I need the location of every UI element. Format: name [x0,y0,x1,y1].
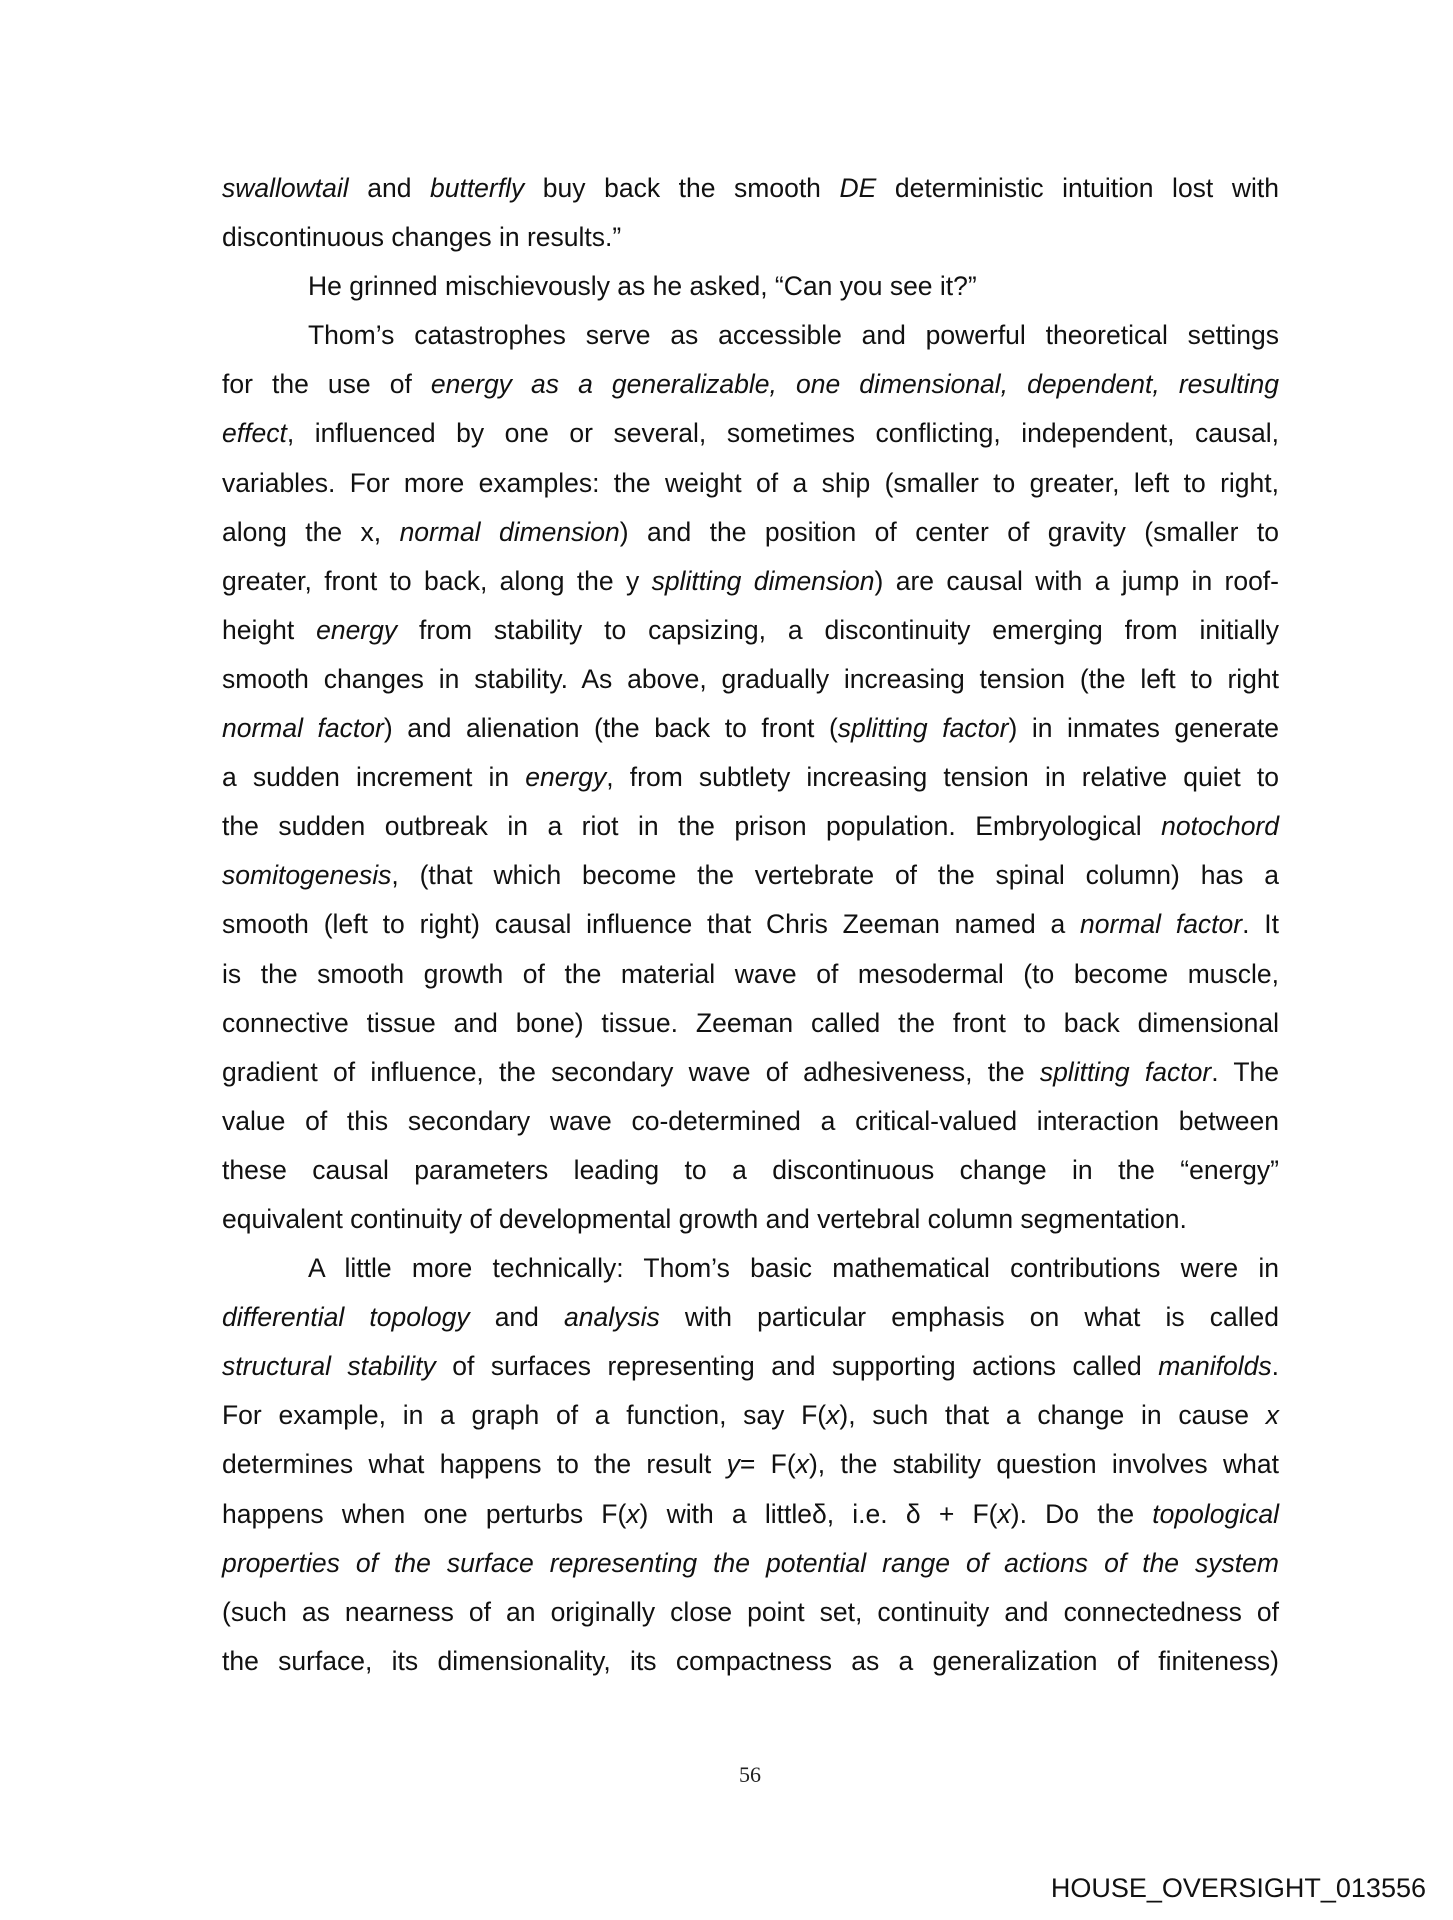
italic-text: normal factor [1080,909,1243,940]
italic-text: x [626,1498,640,1529]
text-line [222,659,1279,708]
italic-text: properties of the surface representing the potential range of actions of the system [222,1547,1279,1578]
page-number: 56 [739,1762,761,1787]
text-run: buy back the smooth [524,173,840,203]
text-run: deterministic intuition lost with [876,173,1279,203]
text-line [222,708,1279,757]
italic-text: energy as a generalizable, one dimensional, dependent, resulting [430,369,1279,400]
bates-stamp: HOUSE_OVERSIGHT_013556 [1050,1873,1426,1903]
italic-text: splitting factor [837,713,1009,744]
text-run: ). Do the [1010,1498,1153,1529]
text-line [222,1297,1279,1346]
text-run: ), such that a change in cause [839,1400,1266,1431]
text-run: smooth changes in stability. As above, gradually increasing tension (the left to right [222,663,1279,694]
italic-text: DE [839,173,877,203]
text-line [222,1248,1279,1297]
text-run: ) and alienation (the back to front ( [383,713,838,744]
text-run: . It [1242,909,1279,940]
text-run: the sudden outbreak in a riot in the prison population. Embryological [222,811,1162,842]
text-run: happens when one perturbs F( [222,1498,627,1529]
italic-text: energy [525,762,607,793]
text-line [222,217,1279,266]
text-line [222,1150,1279,1199]
text-line [222,1494,1279,1543]
italic-text: structural stability [222,1351,436,1382]
text-line [222,610,1279,659]
text-line [222,413,1279,462]
text-line [222,1003,1279,1052]
italic-text: butterfly [429,173,525,203]
text-run: = F( [739,1449,796,1480]
text-run: ) in inmates generate [1008,713,1279,744]
text-line [222,806,1279,855]
text-line [222,904,1279,953]
italic-text: splitting dimension [651,565,875,596]
text-line [222,954,1279,1003]
text-line [222,266,1279,315]
text-line [222,168,1279,217]
italic-text: normal factor [222,713,384,744]
text-run: the surface, its dimensionality, its compactness as a generalization of finiteness) [222,1645,1279,1676]
text-run: a sudden increment in [222,762,526,793]
text-run: discontinuous changes in results.” [222,222,622,253]
text-run: , influenced by one or several, sometimes conflicting, independent, causal, [286,418,1279,449]
text-run: Thom’s catastrophes serve as accessible and powerful theoretical settings [308,320,1279,351]
text-run: He grinned mischievously as he asked, “Can you see it?” [308,271,977,302]
italic-text: effect [222,418,287,449]
italic-text: energy [316,614,398,645]
text-run: , (that which become the vertebrate of the spinal column) has a [391,860,1279,891]
text-line [222,1592,1279,1641]
italic-text: topological [1152,1498,1279,1529]
text-run: along the x, [222,516,400,547]
text-run: equivalent continuity of developmental growth and vertebral column segmentation. [222,1203,1187,1234]
text-run: ), the stability question involves what [808,1449,1279,1480]
text-run: , from subtlety increasing tension in relative quiet to [606,762,1280,793]
italic-text: manifolds [1158,1351,1272,1382]
text-run: connective tissue and bone) tissue. Zeeman called the front to back dimensional [222,1007,1279,1038]
text-run: smooth (left to right) causal influence that Chris Zeeman named a [222,909,1081,940]
text-line [222,1052,1279,1101]
text-line [222,463,1279,512]
text-line [222,512,1279,561]
text-run: (such as nearness of an originally close point set, continuity and connectedness of [222,1596,1279,1627]
body-text [222,168,1279,1690]
italic-text: normal dimension [399,516,620,547]
text-line [222,364,1279,413]
text-line [222,315,1279,364]
text-line [222,1543,1279,1592]
text-run: greater, front to back, along the y [222,565,652,596]
text-line [222,1346,1279,1395]
text-line [222,1444,1279,1493]
text-run: . The [1211,1056,1279,1087]
italic-text: x [997,1498,1011,1529]
italic-text: analysis [564,1302,660,1333]
text-run: value of this secondary wave co-determined a critical-valued interaction between [222,1105,1279,1136]
text-line [222,855,1279,904]
italic-text: swallowtail [222,173,349,203]
text-run: determines what happens to the result [222,1449,727,1480]
italic-text: x [826,1400,840,1431]
text-run: ) are causal with a jump in roof- [874,565,1279,596]
text-run: these causal parameters leading to a discontinuous change in the “energy” [222,1154,1279,1185]
text-run: gradient of influence, the secondary wave of adhesiveness, the [222,1056,1040,1087]
italic-text: somitogenesis [222,860,392,891]
text-run: . [1271,1351,1280,1382]
italic-text: x [795,1449,809,1480]
italic-text: splitting factor [1039,1056,1212,1087]
text-line [222,757,1279,806]
italic-text: notochord [1161,811,1279,842]
text-run: of surfaces representing and supporting actions called [435,1351,1159,1382]
italic-text: y [726,1449,740,1480]
text-run: ) with a littleδ, i.e. δ + F( [639,1498,998,1529]
text-line [222,561,1279,610]
text-run: A little more technically: Thom’s basic mathematical contributions were in [308,1253,1279,1284]
text-run: and [469,1302,565,1333]
text-line [222,1101,1279,1150]
italic-text: differential topology [222,1302,470,1333]
text-run: from stability to capsizing, a discontinuity emerging from initially [397,614,1279,645]
italic-text: x [1265,1400,1280,1431]
text-run: ) and the position of center of gravity (smaller to [619,516,1279,547]
text-run: height [222,614,317,645]
text-line [222,1199,1279,1248]
text-run: with particular emphasis on what is called [659,1302,1279,1333]
text-line [222,1641,1279,1690]
text-run: and [348,173,430,203]
text-line [222,1395,1279,1444]
text-run: variables. For more examples: the weight of a ship (smaller to greater, left to right, [222,467,1279,498]
text-run: is the smooth growth of the material wave of mesodermal (to become muscle, [222,958,1279,989]
text-run: For example, in a graph of a function, say F( [222,1400,827,1431]
text-run: for the use of [222,369,431,400]
